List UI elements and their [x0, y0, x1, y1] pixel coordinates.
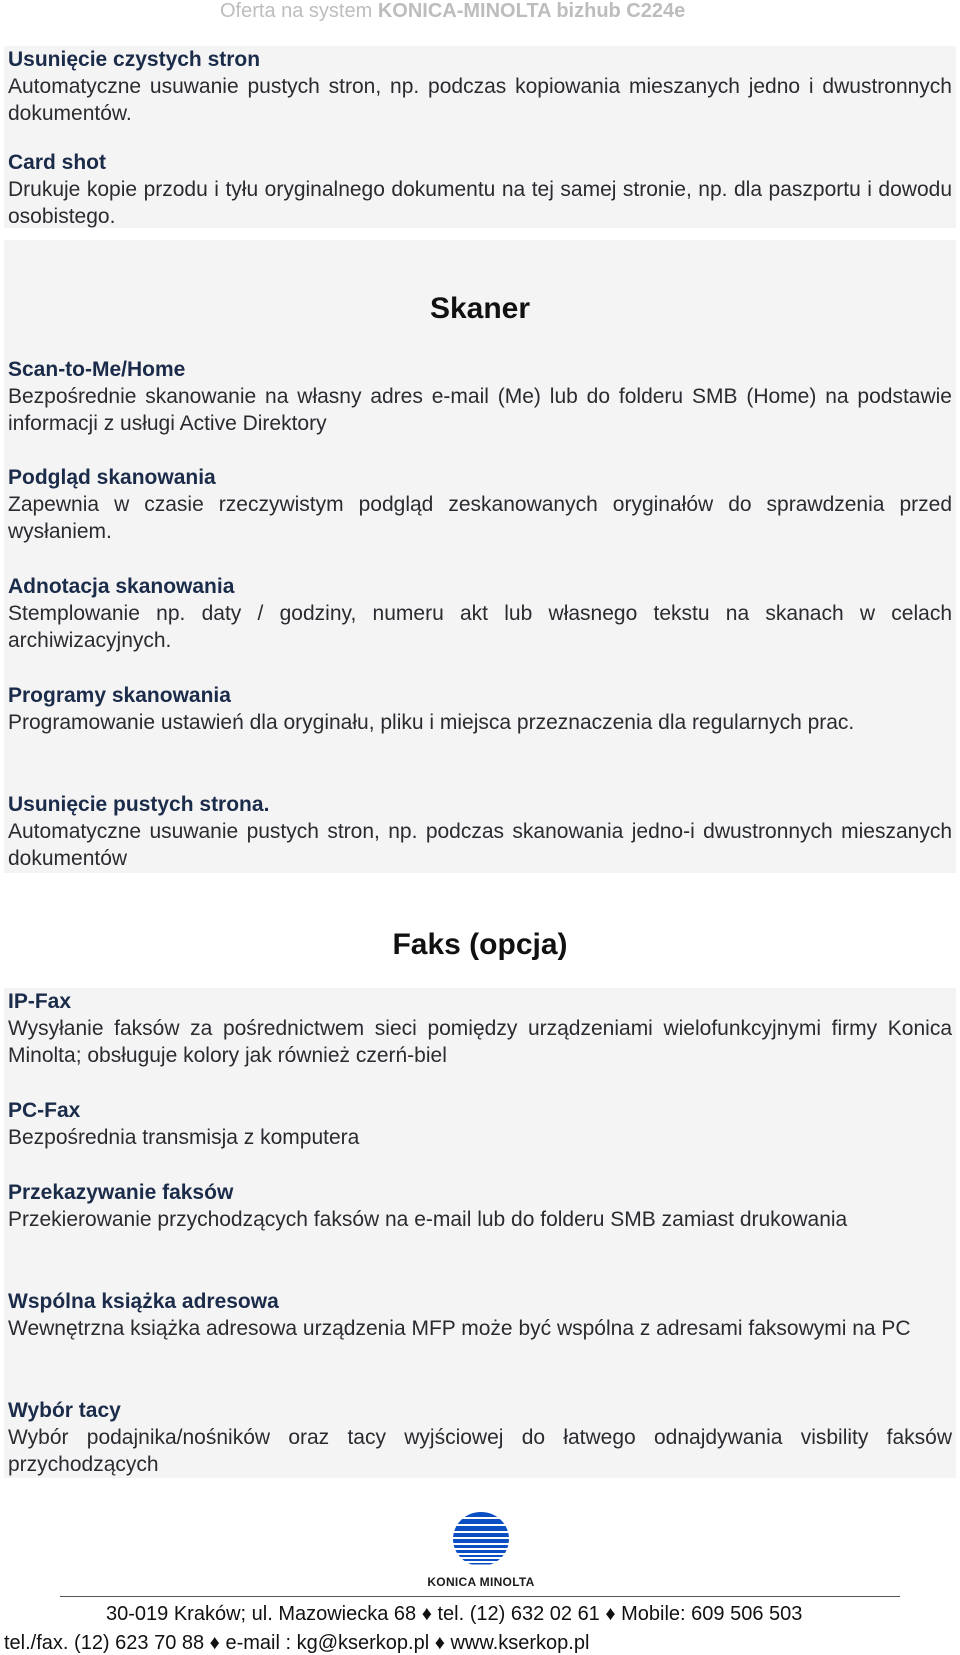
feature-title: Przekazywanie faksów	[8, 1181, 234, 1204]
feature-title: Usunięcie czystych stron	[8, 48, 261, 71]
feature-item	[4, 46, 956, 127]
copy-features-block	[4, 46, 956, 228]
feature-title: Podgląd skanowania	[8, 466, 216, 489]
feature-item	[4, 988, 956, 1069]
feature-title: Wspólna książka adresowa	[8, 1290, 279, 1313]
feature-item	[4, 464, 956, 545]
feature-title: Scan-to-Me/Home	[8, 358, 186, 381]
feature-description: Programowanie ustawień dla oryginału, pliku i miejsca przeznaczenia dla regularnych prac.	[8, 711, 855, 734]
feature-description: Bezpośrednia transmisja z komputera	[8, 1126, 360, 1149]
section-heading-fax: Faks (opcja)	[392, 928, 568, 961]
feature-description: Stemplowanie np. daty / godziny, numeru akt lub własnego tekstu na skanach w celach archiwizacyjnych.	[8, 602, 952, 652]
feature-description: Przekierowanie przychodzących faksów na e-mail lub do folderu SMB zamiast drukowania	[8, 1208, 848, 1231]
feature-description: Automatyczne usuwanie pustych stron, np. podczas skanowania jedno-i dwustronnych mieszanych dokumentów	[8, 820, 952, 870]
scanner-block	[4, 240, 956, 873]
feature-title: Adnotacja skanowania	[8, 575, 235, 598]
feature-description: Wybór podajnika/nośników oraz tacy wyjściowej do łatwego odnajdywania visbility faksów przychodzących	[8, 1426, 952, 1476]
feature-title: Usunięcie pustych strona.	[8, 793, 270, 816]
feature-item	[4, 1397, 956, 1478]
footer-contact: tel./fax. (12) 623 70 88 ♦ e-mail : kg@kserkop.pl ♦ www.kserkop.pl	[4, 1632, 590, 1654]
feature-item	[4, 356, 956, 437]
feature-description: Bezpośrednie skanowanie na własny adres e-mail (Me) lub do folderu SMB (Home) na podstawie informacji z usługi Active Direktory	[8, 385, 952, 435]
feature-item	[4, 1097, 956, 1151]
feature-title: Card shot	[8, 151, 107, 174]
feature-description: Wewnętrzna książka adresowa urządzenia MFP może być wspólna z adresami faksowymi na PC	[8, 1317, 911, 1340]
feature-description: Zapewnia w czasie rzeczywistym podgląd zeskanowanych oryginałów do sprawdzenia przed wysłaniem.	[8, 493, 952, 543]
feature-item	[4, 1179, 956, 1233]
footer-address: 30-019 Kraków; ul. Mazowiecka 68 ♦ tel. (12) 632 02 61 ♦ Mobile: 609 506 503	[106, 1603, 803, 1625]
feature-item	[4, 573, 956, 654]
feature-description: Wysyłanie faksów za pośrednictwem sieci pomiędzy urządzeniami wielofunkcyjnymi firmy Konica Minolta; obsługuje kolory jak również czerń-biel	[8, 1017, 952, 1067]
page-header	[220, 0, 685, 22]
feature-title: Wybór tacy	[8, 1399, 121, 1422]
feature-title: IP-Fax	[8, 990, 72, 1013]
footer-divider	[60, 1596, 900, 1597]
section-heading-scanner: Skaner	[429, 292, 531, 325]
konica-minolta-logo	[423, 1510, 539, 1589]
feature-item	[4, 1288, 956, 1342]
logo-text: KONICA MINOLTA	[427, 1575, 535, 1589]
feature-item	[4, 682, 956, 736]
header-model: KONICA-MINOLTA bizhub C224e	[377, 0, 686, 22]
globe-icon	[451, 1510, 511, 1568]
feature-description: Drukuje kopie przodu i tyłu oryginalnego dokumentu na tej samej stronie, np. dla paszportu i dowodu osobistego.	[8, 178, 952, 228]
feature-item	[4, 149, 956, 230]
header-prefix: Oferta na system	[220, 0, 378, 22]
feature-title: Programy skanowania	[8, 684, 231, 707]
feature-description: Automatyczne usuwanie pustych stron, np. podczas kopiowania mieszanych jedno i dwustronnych dokumentów.	[8, 75, 952, 125]
feature-item	[4, 791, 956, 872]
feature-title: PC-Fax	[8, 1099, 81, 1122]
